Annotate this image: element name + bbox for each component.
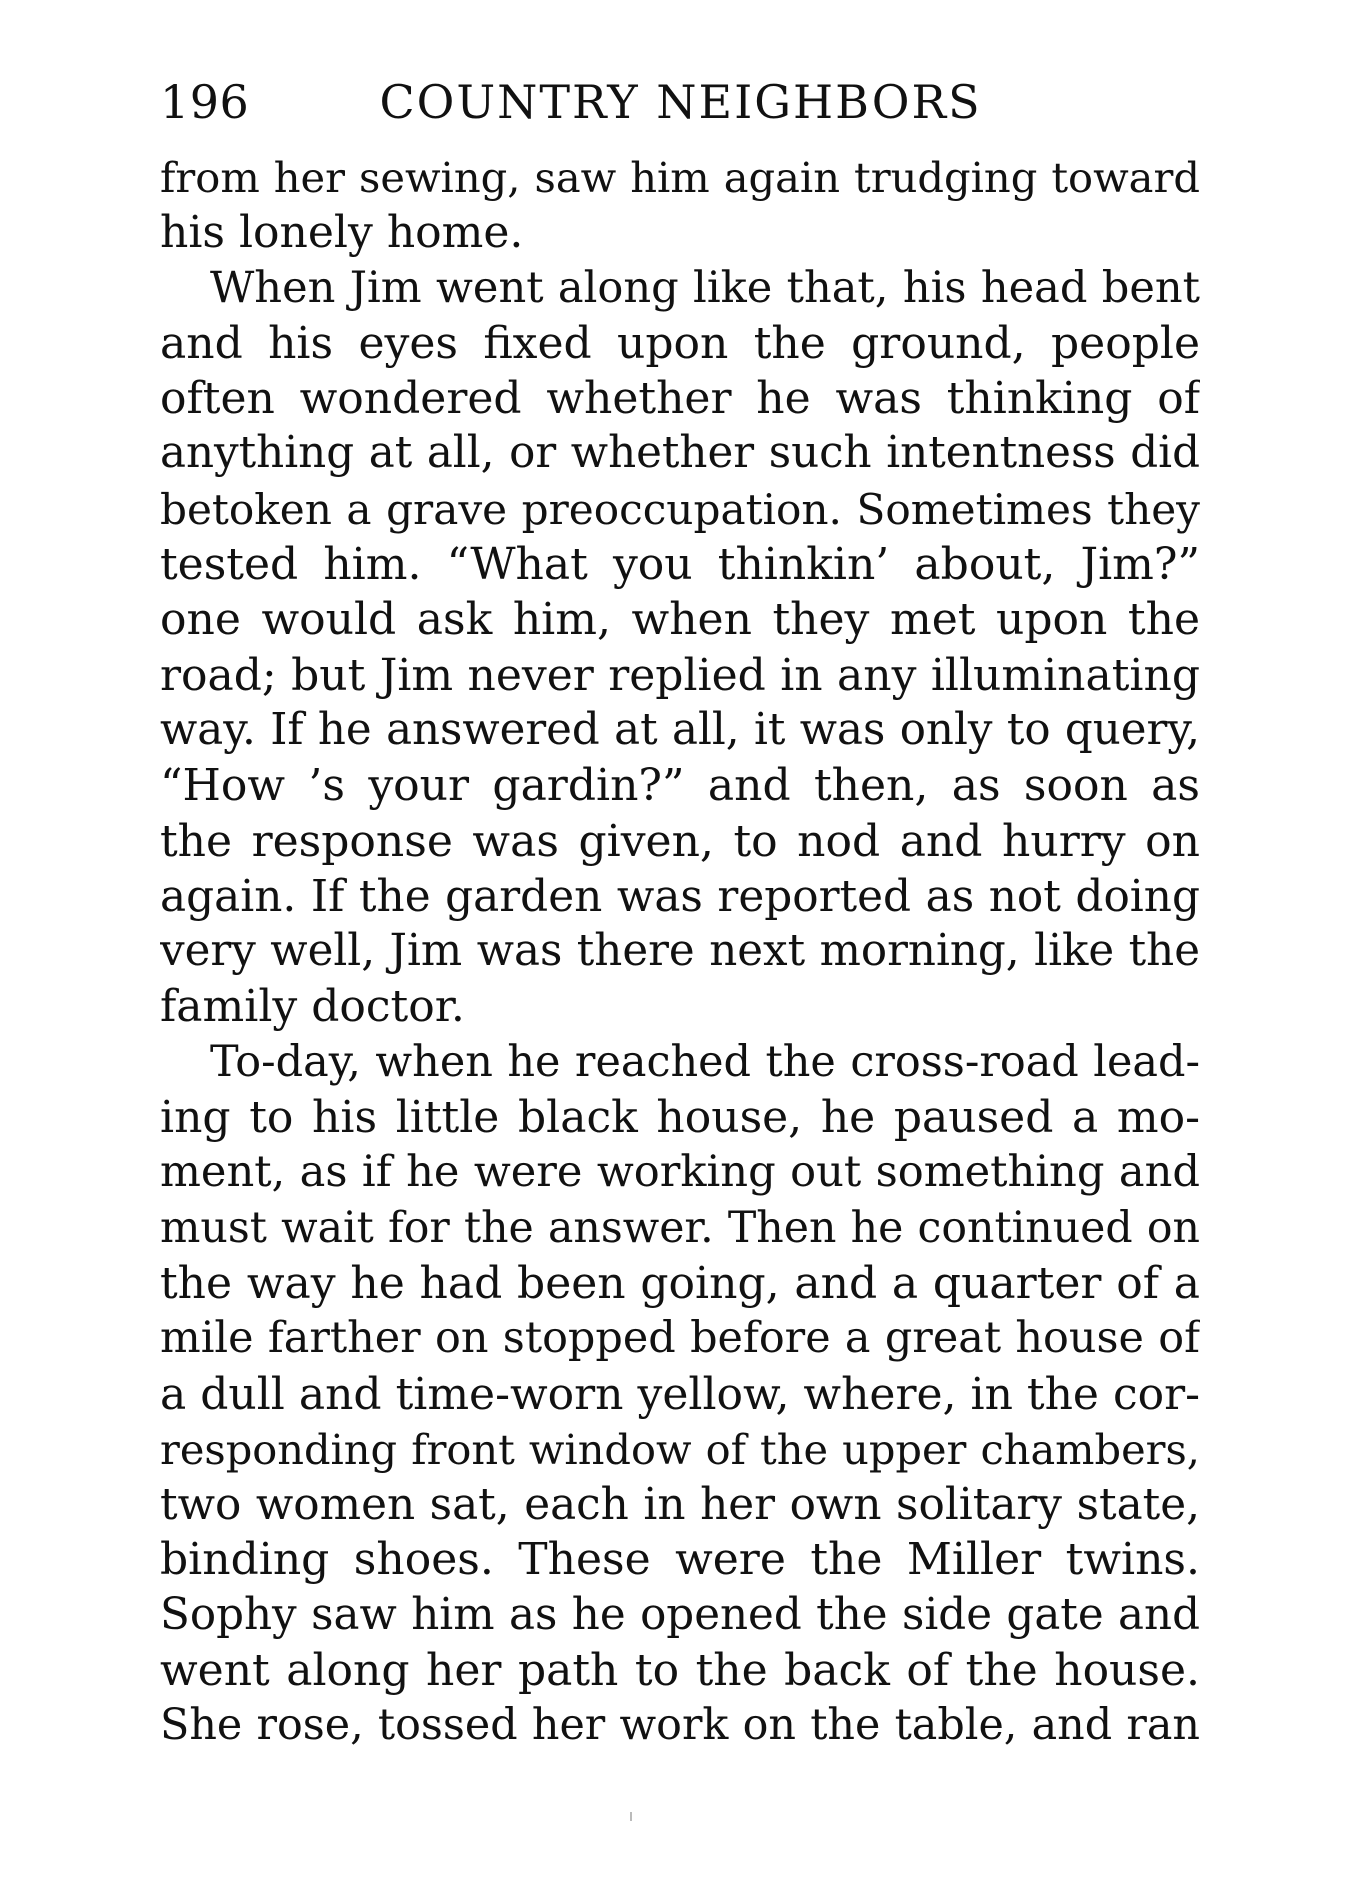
running-title: COUNTRY NEIGHBORS [379,75,982,129]
page-number: 196 [160,75,250,129]
text-line: again. If the garden was reported as not doing [160,870,1200,922]
text-line: ment, as if he were working out something and [160,1147,1200,1198]
text-line: his lonely home. [160,207,524,259]
text-line: mile farther on stopped before a great house of [160,1313,1200,1364]
text-line: went along her path to the back of the house. [160,1645,1200,1697]
print-speck [630,1812,632,1821]
text-line: ing to his little black house, he paused a mo- [160,1092,1200,1144]
text-line: binding shoes. These were the Miller twins. [160,1534,1200,1586]
text-line: must wait for the answer. Then he continued on [160,1202,1200,1253]
text-line: “How ’s your gardin?” and then, as soon as [160,760,1200,812]
text-line: tested him. “What you thinkin’ about, Jim?” [160,539,1200,591]
text-line: way. If he answered at all, it was only to query, [160,704,1200,755]
running-head [160,62,1200,142]
text-line: very well, Jim was there next morning, like the [160,926,1200,977]
text-line: often wondered whether he was thinking of [160,373,1200,425]
text-line: road; but Jim never replied in any illuminating [160,649,1200,701]
text-line: When Jim went along like that, his head bent [210,262,1200,313]
text-line: from her sewing, saw him again trudging toward [160,153,1200,202]
text-line: Sophy saw him as he opened the side gate and [160,1589,1200,1640]
text-line: the way he had been going, and a quarter of a [160,1257,1200,1309]
text-line: family doctor. [160,981,465,1033]
text-line: a dull and time-worn yellow, where, in the cor- [160,1368,1200,1420]
text-line: anything at all, or whether such intentness did [160,428,1200,479]
text-line: betoken a grave preoccupation. Sometimes they [160,484,1200,534]
text-line: two women sat, each in her own solitary state, [160,1479,1200,1531]
text-line: responding front window of the upper chambers, [160,1424,1200,1474]
text-line: and his eyes fixed upon the ground, people [160,317,1200,369]
body-text [160,150,1200,1754]
text-line: the response was given, to nod and hurry on [160,815,1200,867]
text-line: one would ask him, when they met upon the [160,594,1200,646]
text-line: She rose, tossed her work on the table, and ran [160,1700,1200,1751]
text-line: To-day, when he reached the cross-road lead- [210,1036,1200,1087]
